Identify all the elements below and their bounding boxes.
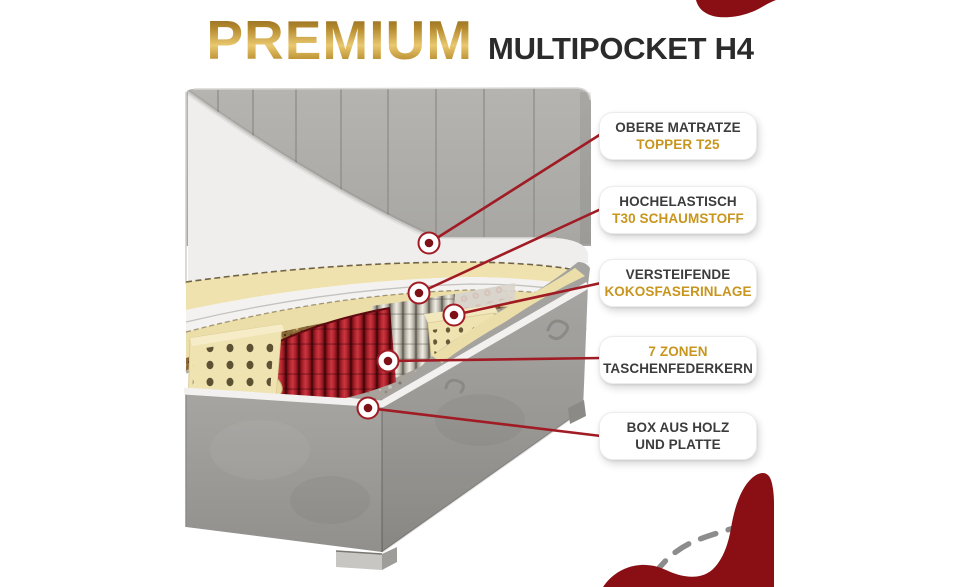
callout-label-line1: OBERE MATRATZE [615, 120, 741, 135]
red-wave-decor-bottom [603, 473, 774, 587]
callout-label-line1: BOX AUS HOLZ [626, 420, 730, 435]
callout-dot-icon [358, 398, 379, 419]
callout-label-topper [599, 112, 757, 160]
callout-label-springs [599, 336, 757, 384]
callout-dot-icon [419, 233, 440, 254]
red-blob-decor-top [696, 0, 776, 17]
callout-dot-icon [444, 305, 465, 326]
callout-label-box [599, 412, 757, 460]
callout-label-coco [599, 259, 757, 307]
model-title: MULTIPOCKET H4 [488, 31, 754, 66]
brand-title: PREMIUM [206, 9, 474, 71]
callout-label-line1: HOCHELASTISCH [619, 194, 737, 209]
callout-dot-icon [378, 351, 399, 372]
callout-label-line2: TASCHENFEDERKERN [603, 361, 753, 376]
callout-dot-icon [409, 283, 430, 304]
callout-label-line2: UND PLATTE [635, 437, 721, 452]
callout-label-line2: TOPPER T25 [636, 137, 720, 152]
callout-label-line2: KOKOSFASERINLAGE [604, 284, 752, 299]
callout-label-line2: T30 SCHAUMSTOFF [612, 211, 744, 226]
callout-label-foam [599, 186, 757, 234]
callout-label-line1: 7 ZONEN [648, 344, 708, 359]
callout-label-line1: VERSTEIFENDE [625, 267, 731, 282]
bed-foot [336, 547, 397, 570]
